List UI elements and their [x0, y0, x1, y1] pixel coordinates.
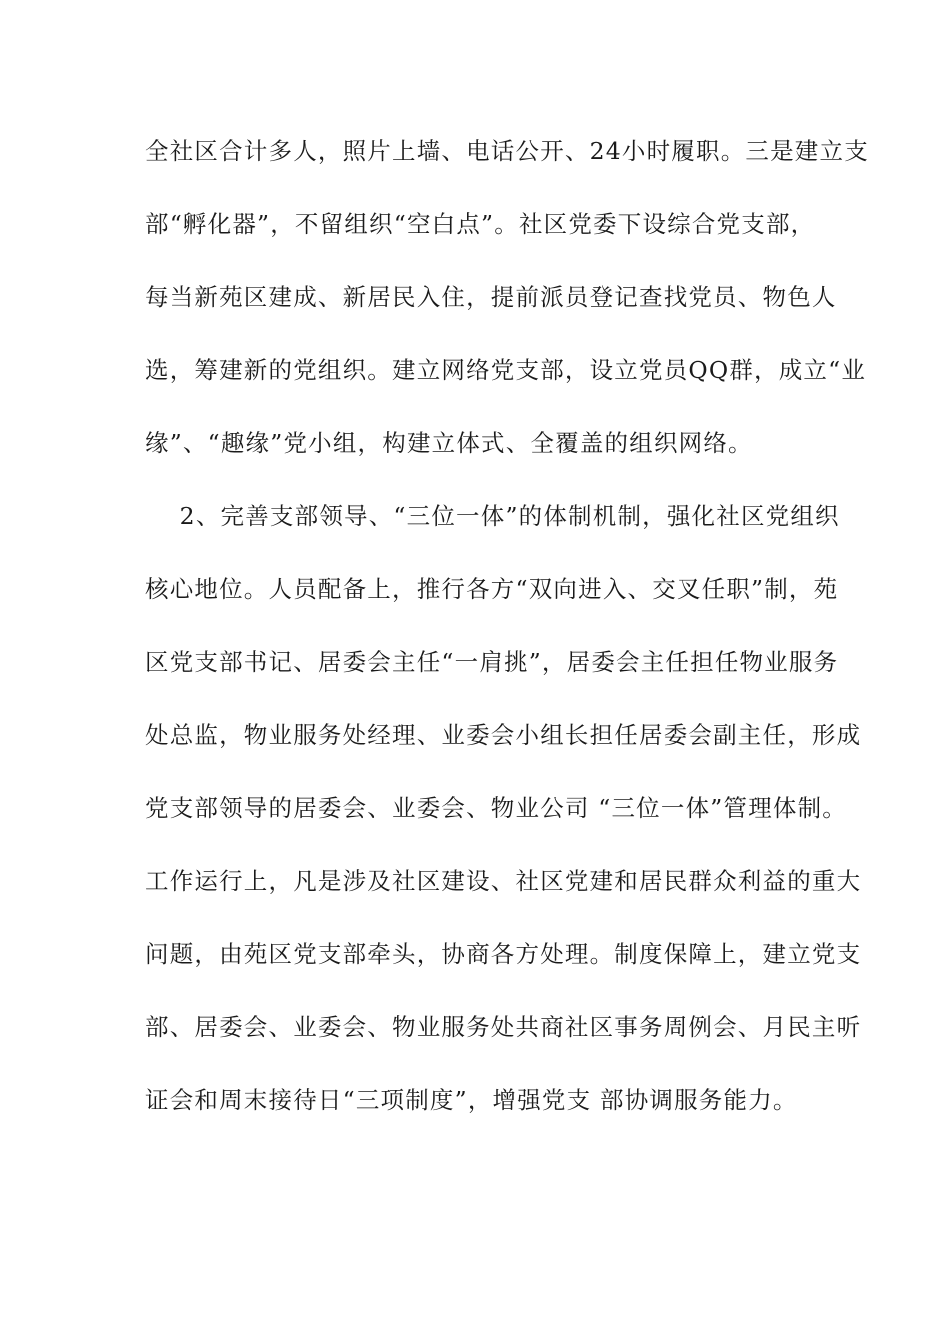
text-line: 缘”、“趣缘”党小组，构建立体式、全覆盖的组织网络。	[145, 429, 753, 457]
text-line: 证会和周末接待日“三项制度”，增强党支 部协调服务能力。	[145, 1086, 798, 1114]
paragraph-start-line: 2、完善支部领导、“三位一体”的体制机制，强化社区党组织	[145, 502, 840, 530]
body-text	[145, 128, 869, 1150]
text-line: 区党支部书记、居委会主任“一肩挑”，居委会主任担任物业服务	[145, 648, 839, 676]
text-line: 选，筹建新的党组织。建立网络党支部，设立党员QQ群，成立“业	[145, 356, 867, 384]
text-line: 处总监，物业服务处经理、业委会小组长担任居委会副主任，形成	[145, 721, 862, 749]
text-line: 问题，由苑区党支部牵头，协商各方处理。制度保障上，建立党支	[145, 940, 862, 968]
text-line: 部、居委会、业委会、物业服务处共商社区事务周例会、月民主听	[145, 1013, 862, 1041]
text-line: 党支部领导的居委会、业委会、物业公司 “三位一体”管理体制。	[145, 794, 847, 822]
text-line: 核心地位。人员配备上，推行各方“双向进入、交叉任职”制，苑	[145, 575, 839, 603]
text-line: 部“孵化器”，不留组织“空白点”。社区党委下设综合党支部，	[145, 210, 816, 238]
text-line: 工作运行上，凡是涉及社区建设、社区党建和居民群众利益的重大	[145, 867, 862, 895]
text-line: 每当新苑区建成、新居民入住，提前派员登记查找党员、物色人	[145, 283, 837, 311]
text-line: 全社区合计多人，照片上墙、电话公开、24小时履职。三是建立支	[145, 137, 869, 165]
